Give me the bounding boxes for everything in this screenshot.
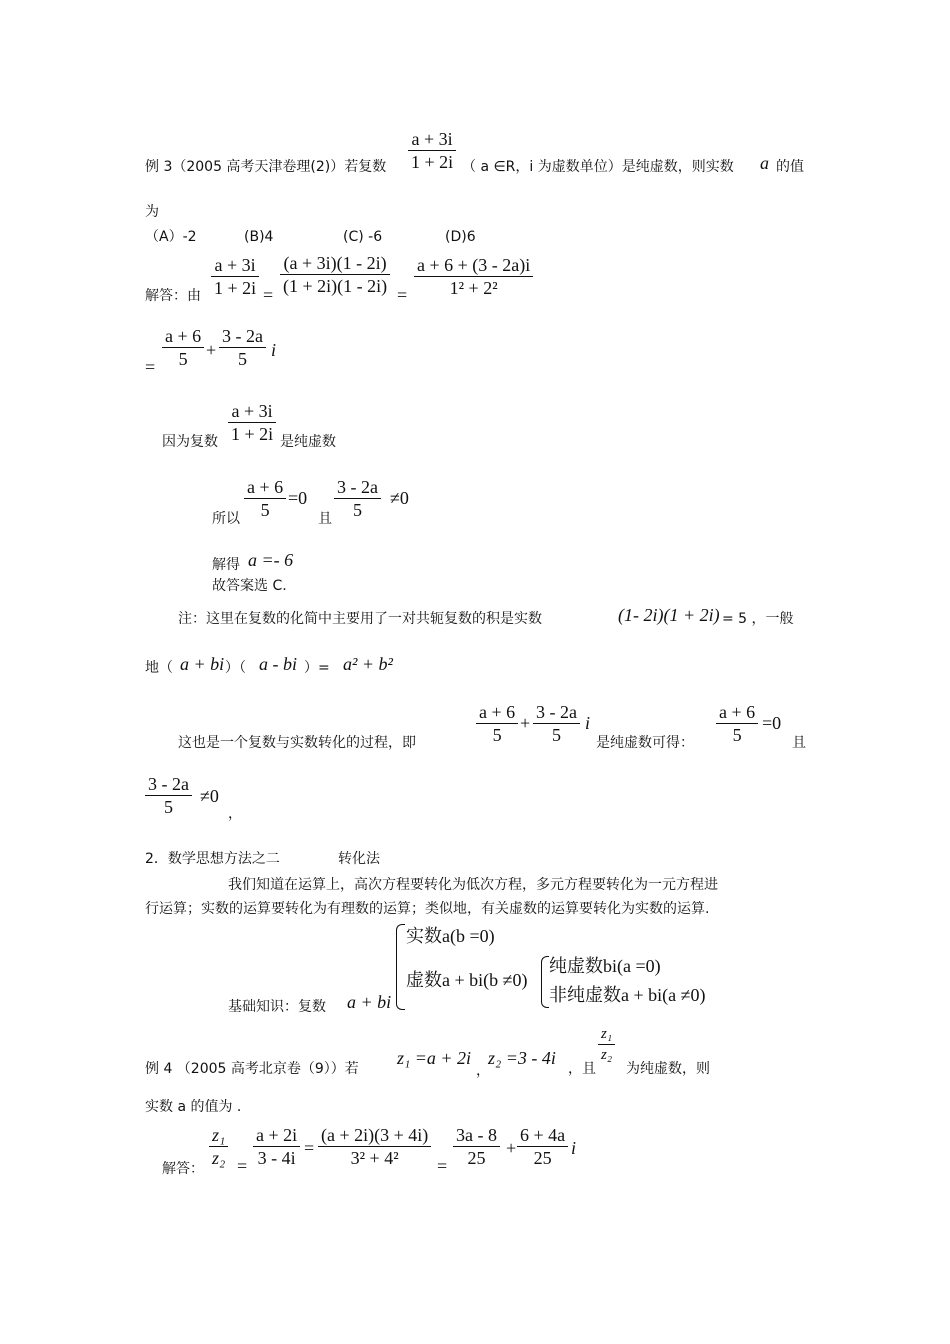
sol3-eq-3: = [145, 357, 156, 377]
sol4-eq-1: = [237, 1156, 248, 1176]
note-fraction-1 [476, 701, 518, 746]
sol4-eq-2: = [304, 1138, 315, 1158]
note-p6: 这也是一个复数与实数转化的过程，即 [178, 735, 416, 751]
ex4-z2: z₂ =3 - 4i [488, 1048, 556, 1068]
sol3-fraction-6 [228, 400, 276, 445]
ex3-label: 例 3（2005 高考天津卷理(2)）若复数 [145, 159, 387, 175]
ex3-option-d: (D)6 [445, 229, 476, 245]
note-p3: 地（ [145, 660, 173, 676]
note-fraction-2 [533, 701, 580, 746]
basics-real: 实数a(b =0) [406, 926, 495, 946]
denominator: 1 + 2i [231, 424, 274, 444]
denominator: 3² + 4² [350, 1148, 399, 1168]
sol3-plus: + [206, 340, 217, 360]
inner-brace [541, 956, 549, 1008]
ex4-fraction [598, 1024, 615, 1065]
sol4-plus: + [506, 1138, 517, 1158]
numerator: a + 3i [411, 129, 453, 149]
ex3-option-c: (C) -6 [343, 229, 383, 245]
ex3-var: a [760, 153, 769, 173]
ex4-sep: ， [476, 1063, 490, 1079]
sol3-fraction-3 [414, 254, 533, 299]
numerator: a + 6 [165, 326, 202, 346]
ex3-option-b: (B)4 [244, 229, 274, 245]
numerator: a + 6 [479, 702, 516, 722]
sol3-because: 因为复数 [162, 434, 218, 450]
numerator: a + 6 + (3 - 2a)i [417, 255, 531, 275]
sol3-is-pure: 是纯虚数 [280, 434, 336, 450]
denominator: z₂ [212, 1148, 226, 1168]
basics-imag: 虚数a + bi(b ≠0) [406, 970, 528, 990]
basics-nonpure: 非纯虚数a + bi(a ≠0) [549, 985, 706, 1005]
denominator: (1 + 2i)(1 - 2i) [283, 276, 388, 296]
numerator: 3 - 2a [222, 326, 263, 346]
sol3-fraction-7 [244, 476, 286, 521]
numerator: 6 + 4a [520, 1125, 566, 1145]
numerator: 3 - 2a [536, 702, 577, 722]
denominator: 1 + 2i [411, 152, 454, 172]
note-i: i [585, 713, 591, 733]
basics-pure: 纯虚数bi(a =0) [549, 956, 661, 976]
note-neq0: ≠0 [200, 786, 219, 806]
denominator: 5 [237, 349, 247, 369]
denominator: 1² + 2² [449, 278, 498, 298]
numerator: (a + 3i)(1 - 2i) [283, 253, 387, 273]
denominator: 5 [163, 797, 173, 817]
denominator: z₂ [601, 1047, 613, 1063]
note-plus: + [520, 713, 531, 733]
sol3-i: i [271, 340, 277, 360]
sol4-fraction-3 [318, 1124, 431, 1169]
sol4-fraction-5 [517, 1124, 568, 1169]
ex4-and: ，且 [568, 1061, 596, 1077]
ex3-fraction [408, 128, 456, 173]
note-comma: ， [228, 806, 242, 822]
ex3-tail: 的值 [776, 159, 804, 175]
denominator: 5 [352, 500, 362, 520]
numerator: (a + 2i)(3 + 4i) [321, 1125, 429, 1145]
note-p7: 是纯虚数可得： [596, 735, 694, 751]
numerator: a + 6 [247, 477, 284, 497]
sol3-result: a =- 6 [248, 550, 294, 570]
note-expr3: a - bi [259, 654, 297, 674]
ex3-option-a: （A）-2 [145, 229, 197, 245]
denominator: 25 [467, 1148, 486, 1168]
sol4-fraction-2 [253, 1124, 300, 1169]
basics-expr: a + bi [347, 992, 392, 1012]
ex3-condition: （ a ∈R，i 为虚数单位）是纯虚数，则实数 [462, 159, 734, 175]
sol3-eq-2: = [397, 285, 408, 305]
numerator: z₁ [601, 1026, 613, 1042]
section-subheading: 转化法 [338, 851, 380, 867]
sol3-neq0: ≠0 [390, 488, 409, 508]
numerator: 3a - 8 [456, 1125, 497, 1145]
note-expr4: a² + b² [343, 654, 393, 674]
denominator: 5 [551, 725, 561, 745]
ex4-tail: 为纯虚数，则 [626, 1061, 710, 1077]
sol3-so: 所以 [212, 511, 240, 527]
basics-label: 基础知识：复数 [228, 999, 326, 1015]
section-para-2: 行运算；实数的运算要转化为有理数的运算；类似地，有关虚数的运算要转化为实数的运算. [145, 901, 710, 917]
ex4-label: 例 4 （2005 高考北京卷（9））若 [145, 1061, 359, 1077]
sol4-fraction-1 [209, 1124, 228, 1169]
numerator: a + 6 [719, 702, 756, 722]
note-fraction-3 [716, 701, 758, 746]
numerator: z₁ [212, 1125, 226, 1145]
note-and: 且 [792, 735, 806, 751]
ex4-line-2: 实数 a 的值为 . [145, 1099, 242, 1115]
outer-brace [396, 924, 405, 1010]
sol3-fraction-1 [211, 254, 259, 299]
numerator: a + 3i [214, 255, 256, 275]
denominator: 5 [492, 725, 502, 745]
sol4-eq-3: = [437, 1156, 448, 1176]
section-heading: 2．数学思想方法之二 [145, 851, 280, 867]
sol3-fraction-4 [162, 325, 204, 370]
sol3-label: 解答：由 [145, 288, 201, 304]
note-fraction-4 [145, 773, 192, 818]
numerator: 3 - 2a [337, 477, 378, 497]
denominator: 1 + 2i [214, 278, 257, 298]
note-p1: 注：这里在复数的化简中主要用了一对共轭复数的积是实数 [178, 611, 542, 627]
numerator: a + 2i [256, 1125, 298, 1145]
denominator: 3 - 4i [257, 1148, 296, 1168]
sol4-fraction-4 [453, 1124, 500, 1169]
note-p2: = 5 ，一般 [722, 611, 794, 627]
sol3-and: 且 [318, 511, 332, 527]
sol3-solve: 解得 [212, 557, 240, 573]
sol3-eq-1: = [263, 285, 274, 305]
note-p5: ）= [304, 660, 330, 676]
denominator: 5 [732, 725, 742, 745]
note-eq0: =0 [762, 713, 782, 733]
sol3-answer: 故答案选 C. [212, 578, 287, 594]
sol3-fraction-8 [334, 476, 381, 521]
section-para-1: 我们知道在运算上，高次方程要转化为低次方程，多元方程要转化为一元方程进 [228, 877, 718, 893]
sol4-label: 解答： [162, 1161, 204, 1177]
denominator: 5 [178, 349, 188, 369]
sol3-fraction-2 [280, 252, 390, 297]
sol4-i: i [571, 1138, 577, 1158]
note-expr2: a + bi [180, 654, 225, 674]
denominator: 25 [533, 1148, 552, 1168]
numerator: a + 3i [231, 401, 273, 421]
ex4-z1: z₁ =a + 2i [397, 1048, 472, 1068]
denominator: 5 [260, 500, 270, 520]
sol3-eq0: =0 [288, 488, 308, 508]
note-p4: ）（ [225, 660, 246, 676]
ex3-wrap: 为 [145, 204, 159, 220]
numerator: 3 - 2a [148, 774, 189, 794]
note-expr1: (1- 2i)(1 + 2i) [618, 605, 720, 625]
sol3-fraction-5 [219, 325, 266, 370]
